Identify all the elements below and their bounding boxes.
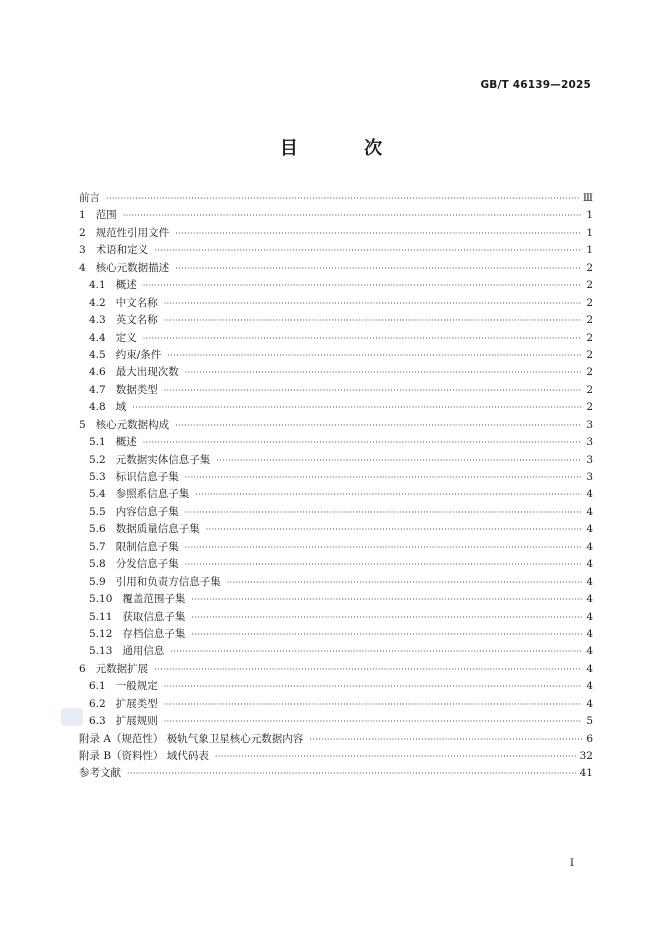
toc-dot-leader bbox=[175, 417, 582, 434]
toc-entry-label: 限制信息子集 bbox=[115, 540, 179, 553]
toc-entry-number: 6.1 bbox=[89, 680, 106, 693]
toc-entry-number: 5.11 bbox=[89, 610, 113, 623]
toc-entry-label: 英文名称 bbox=[115, 314, 158, 327]
toc-entry-label: 域 bbox=[115, 401, 127, 414]
toc-entry[interactable] bbox=[79, 486, 593, 503]
toc-dot-leader bbox=[123, 207, 582, 224]
toc-entry-page: 4 bbox=[586, 488, 593, 501]
toc-entry-label: 存档信息子集 bbox=[122, 627, 186, 640]
toc-entry-page: 4 bbox=[586, 523, 593, 536]
toc-entry-number: 5.8 bbox=[89, 558, 106, 571]
toc-entry[interactable] bbox=[79, 434, 593, 451]
toc-entry[interactable] bbox=[79, 260, 593, 277]
toc-entry[interactable] bbox=[79, 312, 593, 329]
toc-entry-page: 1 bbox=[586, 244, 593, 257]
toc-entry-label: 标识信息子集 bbox=[115, 471, 179, 483]
toc-dot-leader bbox=[309, 731, 582, 748]
toc-entry-page: 2 bbox=[586, 261, 593, 274]
toc-entry-label: 核心元数据构成 bbox=[95, 418, 170, 431]
toc-entry-label: 扩展类型 bbox=[115, 697, 158, 710]
toc-entry-page: 4 bbox=[586, 680, 593, 693]
toc-entry[interactable] bbox=[79, 731, 593, 748]
toc-dot-leader bbox=[175, 260, 582, 277]
toc-entry[interactable] bbox=[79, 539, 593, 556]
toc-entry-page: Ⅲ bbox=[582, 192, 593, 204]
toc-entry[interactable] bbox=[79, 452, 593, 469]
toc-entry[interactable] bbox=[79, 330, 593, 347]
toc-entry-page: 6 bbox=[586, 732, 593, 745]
toc-entry-label: 一般规定 bbox=[115, 680, 158, 693]
toc-entry-page: 3 bbox=[586, 418, 593, 431]
toc-entry-number: 5.9 bbox=[89, 575, 106, 588]
toc-entry-number: 4.5 bbox=[89, 348, 106, 361]
toc-entry-label: 概述 bbox=[115, 279, 137, 292]
toc-entry-page: 5 bbox=[586, 715, 593, 728]
toc-dot-leader bbox=[167, 347, 582, 364]
toc-dot-leader bbox=[164, 382, 582, 399]
toc-entry[interactable] bbox=[79, 574, 593, 591]
toc-dot-leader bbox=[164, 696, 582, 713]
toc-dot-leader bbox=[170, 643, 582, 660]
toc-entry-number: 5.1 bbox=[89, 436, 106, 449]
toc-entry-label: 附录 B（资料性） 域代码表 bbox=[79, 750, 209, 762]
toc-entry-label: 附录 A（规范性） 极轨气象卫星核心元数据内容 bbox=[79, 732, 304, 745]
toc-entry-number: 5.4 bbox=[89, 488, 106, 501]
toc-entry-page: 1 bbox=[586, 209, 593, 222]
toc-entry-page: 41 bbox=[579, 767, 593, 780]
toc-entry-page: 4 bbox=[586, 610, 593, 623]
toc-entry[interactable] bbox=[79, 748, 593, 765]
toc-entry-page: 4 bbox=[586, 505, 593, 518]
page-title: 目 次 bbox=[279, 138, 413, 159]
toc-dot-leader bbox=[191, 626, 582, 643]
toc-entry-label: 数据类型 bbox=[115, 383, 158, 396]
toc-entry[interactable] bbox=[79, 609, 593, 626]
toc-entry-page: 2 bbox=[586, 296, 593, 309]
toc-entry-page: 2 bbox=[586, 401, 593, 414]
toc-entry-label: 数据质量信息子集 bbox=[115, 523, 200, 536]
toc-dot-leader bbox=[185, 469, 582, 486]
toc-dot-leader bbox=[185, 539, 582, 556]
toc-dot-leader bbox=[191, 591, 582, 608]
toc-entry-page: 4 bbox=[586, 627, 593, 640]
toc-dot-leader bbox=[164, 713, 582, 730]
toc-entry[interactable] bbox=[79, 469, 593, 486]
table-of-contents bbox=[79, 190, 593, 783]
toc-entry-page: 4 bbox=[586, 575, 593, 588]
toc-entry-page: 2 bbox=[586, 366, 593, 379]
toc-entry-label: 前言 bbox=[79, 192, 100, 204]
toc-entry-label: 最大出现次数 bbox=[115, 366, 179, 379]
toc-entry[interactable] bbox=[79, 678, 593, 695]
toc-entry-number: 4.3 bbox=[89, 314, 106, 327]
toc-dot-leader bbox=[206, 521, 582, 538]
toc-entry[interactable] bbox=[79, 556, 593, 573]
toc-entry-page: 1 bbox=[586, 226, 593, 239]
toc-dot-leader bbox=[154, 242, 582, 259]
toc-entry-label: 元数据扩展 bbox=[95, 662, 149, 675]
toc-entry-number: 5.12 bbox=[89, 627, 113, 640]
toc-dot-leader bbox=[154, 661, 582, 678]
toc-entry-number: 4.7 bbox=[89, 383, 106, 396]
toc-entry-label: 中文名称 bbox=[115, 296, 158, 309]
standard-number: GB/T 46139—2025 bbox=[480, 79, 591, 91]
toc-entry-page: 32 bbox=[579, 750, 593, 762]
toc-entry-page: 4 bbox=[586, 558, 593, 571]
toc-entry-page: 2 bbox=[586, 279, 593, 292]
toc-dot-leader bbox=[216, 452, 582, 469]
toc-dot-leader bbox=[127, 765, 577, 782]
toc-entry-number: 5.5 bbox=[89, 505, 106, 518]
toc-entry-number: 3 bbox=[79, 244, 86, 257]
toc-entry[interactable] bbox=[79, 225, 593, 242]
toc-entry[interactable] bbox=[79, 347, 593, 364]
toc-entry-number: 6.2 bbox=[89, 697, 106, 710]
toc-entry[interactable] bbox=[79, 399, 593, 416]
toc-entry-page: 4 bbox=[586, 593, 593, 606]
toc-entry-number: 5 bbox=[79, 418, 86, 431]
toc-dot-leader bbox=[106, 190, 580, 207]
toc-entry-label: 约束/条件 bbox=[115, 348, 162, 361]
toc-entry-label: 获取信息子集 bbox=[122, 610, 186, 623]
toc-entry-number: 4.8 bbox=[89, 401, 106, 414]
toc-entry-number: 1 bbox=[79, 209, 86, 222]
toc-entry-number: 5.7 bbox=[89, 540, 106, 553]
toc-entry-page: 2 bbox=[586, 314, 593, 327]
toc-dot-leader bbox=[132, 399, 582, 416]
toc-entry[interactable] bbox=[79, 207, 593, 224]
toc-entry-number: 5.6 bbox=[89, 523, 106, 536]
toc-entry-number: 5.13 bbox=[89, 645, 113, 658]
toc-entry-label: 参考文献 bbox=[79, 767, 121, 780]
toc-entry-label: 范围 bbox=[95, 209, 117, 222]
toc-entry-label: 核心元数据描述 bbox=[95, 261, 170, 274]
toc-entry[interactable] bbox=[79, 417, 593, 434]
toc-entry[interactable] bbox=[79, 277, 593, 294]
toc-entry[interactable] bbox=[79, 364, 593, 381]
page-number: I bbox=[569, 857, 574, 869]
toc-entry[interactable] bbox=[79, 382, 593, 399]
toc-entry[interactable] bbox=[79, 591, 593, 608]
toc-entry-number: 4.6 bbox=[89, 366, 106, 379]
toc-entry-label: 引用和负责方信息子集 bbox=[115, 575, 221, 588]
toc-dot-leader bbox=[227, 574, 582, 591]
toc-entry-label: 参照系信息子集 bbox=[115, 488, 190, 501]
toc-entry-page: 4 bbox=[586, 662, 593, 675]
toc-entry-number: 4 bbox=[79, 261, 86, 274]
toc-entry[interactable] bbox=[79, 713, 593, 730]
toc-dot-leader bbox=[164, 312, 582, 329]
toc-entry-label: 通用信息 bbox=[122, 645, 165, 658]
toc-entry[interactable] bbox=[79, 504, 593, 521]
toc-dot-leader bbox=[164, 295, 582, 312]
toc-entry-label: 元数据实体信息子集 bbox=[115, 453, 211, 466]
toc-entry-label: 分发信息子集 bbox=[115, 558, 179, 571]
toc-dot-leader bbox=[143, 434, 582, 451]
toc-entry-page: 2 bbox=[586, 383, 593, 396]
toc-entry-page: 3 bbox=[586, 471, 593, 483]
toc-dot-leader bbox=[143, 330, 582, 347]
toc-entry-label: 扩展规则 bbox=[115, 715, 158, 728]
toc-entry-label: 定义 bbox=[115, 331, 137, 344]
toc-entry[interactable] bbox=[79, 643, 593, 660]
toc-entry-number: 4.1 bbox=[89, 279, 106, 292]
toc-entry-label: 概述 bbox=[115, 436, 137, 449]
toc-entry[interactable] bbox=[79, 626, 593, 643]
toc-entry-number: 4.4 bbox=[89, 331, 106, 344]
toc-entry-label: 术语和定义 bbox=[95, 244, 149, 257]
toc-entry-number: 5.2 bbox=[89, 453, 106, 466]
toc-entry-page: 3 bbox=[586, 453, 593, 466]
toc-entry[interactable] bbox=[79, 696, 593, 713]
toc-entry[interactable] bbox=[79, 242, 593, 259]
toc-entry[interactable] bbox=[79, 661, 593, 678]
toc-dot-leader bbox=[215, 748, 577, 765]
toc-dot-leader bbox=[191, 609, 582, 626]
toc-dot-leader bbox=[185, 556, 582, 573]
toc-entry-number: 5.3 bbox=[89, 471, 106, 483]
toc-dot-leader bbox=[143, 277, 582, 294]
toc-entry-number: 6 bbox=[79, 662, 86, 675]
toc-entry-number: 4.2 bbox=[89, 296, 106, 309]
toc-entry[interactable] bbox=[79, 190, 593, 207]
toc-entry[interactable] bbox=[79, 521, 593, 538]
toc-entry-page: 4 bbox=[586, 697, 593, 710]
toc-entry-label: 规范性引用文件 bbox=[95, 226, 170, 239]
toc-dot-leader bbox=[195, 486, 582, 503]
toc-entry-page: 4 bbox=[586, 540, 593, 553]
toc-entry-label: 覆盖范围子集 bbox=[122, 593, 186, 606]
toc-dot-leader bbox=[185, 504, 582, 521]
toc-entry-number: 2 bbox=[79, 226, 86, 239]
toc-dot-leader bbox=[185, 364, 582, 381]
toc-entry-page: 2 bbox=[586, 348, 593, 361]
toc-entry-label: 内容信息子集 bbox=[115, 505, 179, 518]
toc-entry-page: 4 bbox=[586, 645, 593, 658]
toc-entry-number: 6.3 bbox=[89, 715, 106, 728]
toc-dot-leader bbox=[164, 678, 582, 695]
toc-entry[interactable] bbox=[79, 295, 593, 312]
toc-entry-page: 2 bbox=[586, 331, 593, 344]
toc-entry-number: 5.10 bbox=[89, 593, 113, 606]
toc-dot-leader bbox=[175, 225, 582, 242]
toc-entry-page: 3 bbox=[586, 436, 593, 449]
toc-entry[interactable] bbox=[79, 765, 593, 782]
